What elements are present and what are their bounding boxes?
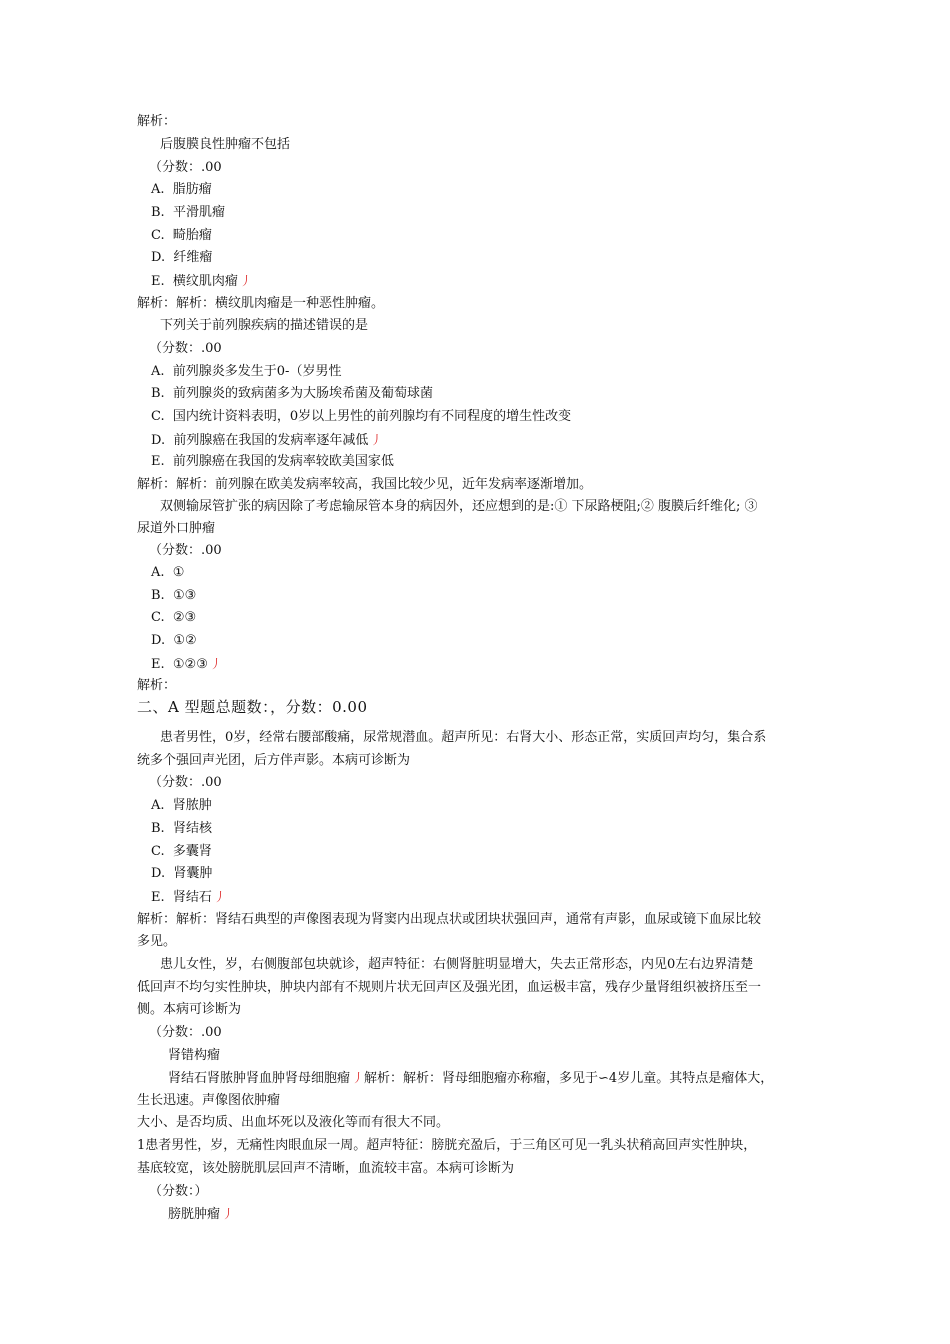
question-stem: 患儿女性，岁，右侧腹部包块就诊，超声特征：右侧肾脏明显增大，失去正常形态，内见0左右边界清楚 xyxy=(160,957,754,972)
option-c: C. ②③ xyxy=(151,610,197,625)
option-a: A. ① xyxy=(151,565,185,580)
analysis-text-continued: 生长迅速。声像图依肿瘤 xyxy=(137,1093,281,1108)
score-line: （分数：.00 xyxy=(149,775,222,790)
option-text: E. ①②③ xyxy=(151,657,208,672)
analysis-text: 解析：解析：肾母细胞瘤亦称瘤，多见于∽4岁儿童。其特点是瘤体大， xyxy=(364,1071,774,1086)
option-correct xyxy=(168,1204,234,1225)
score-line: （分数：.00 xyxy=(149,160,222,175)
analysis-text-continued: 多见。 xyxy=(137,934,177,949)
option-a: A. 肾脓肿 xyxy=(151,798,212,813)
answer-mark: 丿 xyxy=(222,1207,235,1221)
option-e-correct xyxy=(151,887,226,908)
answer-mark: 丿 xyxy=(370,433,383,447)
question-stem-continued: 侧。本病可诊断为 xyxy=(137,1002,242,1017)
question-stem: 1患者男性，岁，无痛性肉眼血尿一周。超声特征：膀胱充盈后，于三角区可见一乳头状稍高回声实性肿块， xyxy=(137,1138,757,1153)
answer-mark: 丿 xyxy=(352,1071,365,1085)
answer-mark: 丿 xyxy=(209,657,222,671)
option-e-correct xyxy=(151,271,252,292)
option-e: E. 前列腺癌在我国的发病率较欧美国家低 xyxy=(151,454,394,469)
option-d: D. 纤维瘤 xyxy=(151,250,213,265)
analysis-label: 解析： xyxy=(137,114,177,129)
option-a: A. 脂肪瘤 xyxy=(151,182,212,197)
score-line: （分数：.00 xyxy=(149,341,222,356)
score-line: （分数：.00 xyxy=(149,1025,222,1040)
question-stem: 下列关于前列腺疾病的描述错误的是 xyxy=(160,318,369,333)
answer-mark: 丿 xyxy=(213,890,226,904)
option-e-correct xyxy=(151,654,222,675)
option-text: D. 前列腺癌在我国的发病率逐年减低 xyxy=(151,433,369,448)
option-d: D. ①② xyxy=(151,633,197,648)
analysis-label: 解析： xyxy=(137,678,177,693)
option-text: 膀胱肿瘤 xyxy=(168,1207,221,1222)
option-d-correct xyxy=(151,430,382,451)
option-c: C. 多囊肾 xyxy=(151,844,212,859)
question-stem-continued: 尿道外口肿瘤 xyxy=(137,521,216,536)
option-a: A. 前列腺炎多发生于0-（岁男性 xyxy=(151,364,342,379)
analysis-text-continued: 大小、是否均质、出血坏死以及液化等而有很大不同。 xyxy=(137,1115,450,1130)
option-b: B. ①③ xyxy=(151,588,197,603)
answer-mark: 丿 xyxy=(239,274,252,288)
options-and-analysis xyxy=(168,1068,773,1089)
question-stem: 患者男性，0岁，经常右腰部酸痛，尿常规潜血。超声所见：右肾大小、形态正常，实质回声均匀，集合系 xyxy=(160,730,767,745)
option-text: E. 横纹肌肉瘤 xyxy=(151,274,238,289)
score-line: （分数：.00 xyxy=(149,543,222,558)
option-b: B. 前列腺炎的致病菌多为大肠埃希菌及葡萄球菌 xyxy=(151,386,433,401)
analysis-text: 解析：解析：肾结石典型的声像图表现为肾窦内出现点状或团块状强回声，通常有声影，血尿或镜下血尿比较 xyxy=(137,912,762,927)
analysis-text: 解析：解析：横纹肌肉瘤是一种恶性肿瘤。 xyxy=(137,296,385,311)
option-c: C. 国内统计资料表明，0岁以上男性的前列腺均有不同程度的增生性改变 xyxy=(151,409,572,424)
option-b: B. 平滑肌瘤 xyxy=(151,205,225,220)
question-stem-continued: 基底较宽，该处膀胱肌层回声不清晰，血流较丰富。本病可诊断为 xyxy=(137,1161,515,1176)
option-c: C. 畸胎瘤 xyxy=(151,228,212,243)
question-stem-continued: 统多个强回声光团，后方伴声影。本病可诊断为 xyxy=(137,753,411,768)
section-heading: 二、A 型题总题数：，分数：0.00 xyxy=(137,698,368,716)
option-text: 肾错构瘤 xyxy=(168,1048,221,1063)
option-d: D. 肾囊肿 xyxy=(151,866,213,881)
question-stem: 双侧输尿管扩张的病因除了考虑输尿管本身的病因外，还应想到的是:① 下尿路梗阻;② 腹膜后纤维化; ③ xyxy=(160,499,758,514)
question-stem: 后腹膜良性肿瘤不包括 xyxy=(160,137,291,152)
option-text: E. 肾结石 xyxy=(151,890,212,905)
option-b: B. 肾结核 xyxy=(151,821,212,836)
score-line: （分数：） xyxy=(149,1184,208,1199)
option-text: 肾结石肾脓肿肾血肿肾母细胞瘤 xyxy=(168,1071,351,1086)
analysis-text: 解析：解析：前列腺在欧美发病率较高，我国比较少见，近年发病率逐渐增加。 xyxy=(137,477,593,492)
question-stem-continued: 低回声不均匀实性肿块，肿块内部有不规则片状无回声区及强光团，血运极丰富，残存少量肾组织被挤压至一 xyxy=(137,980,762,995)
